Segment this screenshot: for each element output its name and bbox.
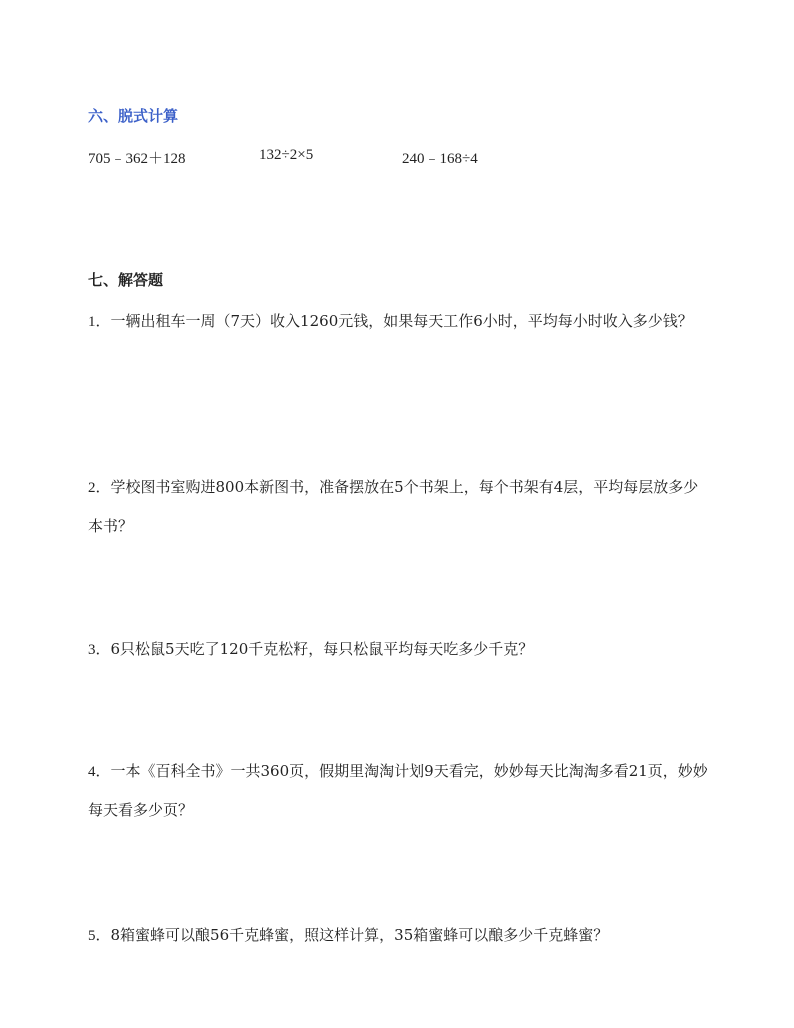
question-number: 4．	[88, 764, 111, 780]
question-3	[88, 630, 708, 669]
question-text: 学校图书室购进800本新图书，准备摆放在5个书架上，每个书架有4层，平均每层放多少本书？	[88, 478, 699, 535]
expression-2: 132÷2×5	[259, 147, 314, 163]
question-number: 2．	[88, 480, 111, 496]
expression-1: 705﹣362＋128	[88, 151, 186, 167]
question-text: 8箱蜜蜂可以酿56千克蜂蜜，照这样计算，35箱蜜蜂可以酿多少千克蜂蜜？	[110, 926, 609, 944]
question-text: 一本《百科全书》一共360页，假期里淘淘计划9天看完，妙妙每天比淘淘多看21页，妙妙每天看多少页？	[88, 762, 708, 819]
section-7-title: 七、解答题	[88, 271, 164, 289]
question-1	[88, 302, 708, 341]
question-2	[88, 468, 708, 545]
question-5	[88, 916, 708, 955]
question-4	[88, 752, 708, 829]
question-text: 一辆出租车一周（7天）收入1260元钱，如果每天工作6小时，平均每小时收入多少钱？	[110, 312, 693, 330]
section-6-title: 六、脱式计算	[88, 107, 179, 125]
question-text: 6只松鼠5天吃了120千克松籽，每只松鼠平均每天吃多少千克？	[110, 640, 534, 658]
question-number: 3．	[88, 642, 111, 658]
question-number: 5．	[88, 928, 111, 944]
expression-3: 240﹣168÷4	[402, 151, 478, 167]
question-number: 1．	[88, 314, 111, 330]
